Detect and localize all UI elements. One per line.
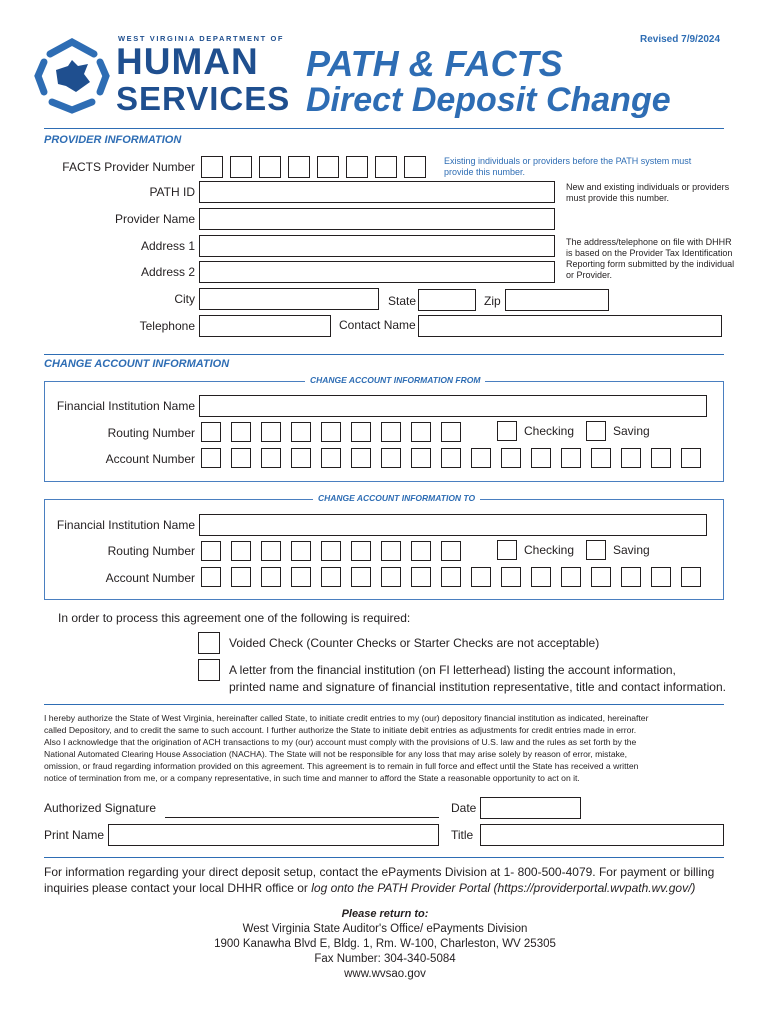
fi-letter-label-line1: A letter from the financial institution (on FI letterhead) listing the account information, xyxy=(229,663,676,677)
city-label: City xyxy=(174,292,195,306)
digit-box[interactable] xyxy=(259,156,281,178)
legal-line: omission, or fraud regarding information provided on this agreement. This agreement is to remain in full force and effect until the State has received a written xyxy=(44,761,639,771)
title-label: Title xyxy=(451,828,474,842)
divider xyxy=(44,857,724,858)
change-section-title: CHANGE ACCOUNT INFORMATION xyxy=(44,358,230,370)
account-label: Account Number xyxy=(105,571,195,585)
digit-box[interactable] xyxy=(231,541,251,561)
voided-check-checkbox[interactable] xyxy=(198,632,220,654)
address1-label: Address 1 xyxy=(140,239,195,253)
page-subtitle: Direct Deposit Change xyxy=(306,81,671,119)
logo-word-services: SERVICES xyxy=(116,80,291,117)
digit-box[interactable] xyxy=(591,448,611,468)
digit-box[interactable] xyxy=(291,422,311,442)
divider xyxy=(44,354,724,355)
digit-box[interactable] xyxy=(321,422,341,442)
address2-label: Address 2 xyxy=(140,265,195,279)
authorized-signature-label: Authorized Signature xyxy=(44,801,157,815)
address2-field[interactable] xyxy=(199,261,555,283)
digit-box[interactable] xyxy=(441,541,461,561)
portal-link[interactable]: log onto the PATH Provider Portal (https://providerportal.wvpath.wv.gov/) xyxy=(311,881,696,895)
digit-box[interactable] xyxy=(651,448,671,468)
legal-line: notice of termination from me, or a company representative, in such time and manner to afford the State a reasonable opportunity to act on it. xyxy=(44,773,580,783)
from-checking-checkbox[interactable] xyxy=(497,421,517,441)
divider xyxy=(44,704,724,705)
date-label: Date xyxy=(451,801,477,815)
divider xyxy=(44,128,724,129)
to-fi-name-field[interactable] xyxy=(199,514,707,536)
digit-box[interactable] xyxy=(231,567,251,587)
change-from-title: CHANGE ACCOUNT INFORMATION FROM xyxy=(305,375,485,385)
contact-info-line1: For information regarding your direct deposit setup, contact the ePayments Division at 1- 800-500-4079. For payment or billing xyxy=(44,865,715,879)
fi-name-label: Financial Institution Name xyxy=(56,518,195,532)
digit-box[interactable] xyxy=(351,541,371,561)
checking-label: Checking xyxy=(524,543,575,557)
signature-line[interactable] xyxy=(165,817,439,818)
digit-box[interactable] xyxy=(681,567,701,587)
digit-box[interactable] xyxy=(441,422,461,442)
digit-box[interactable] xyxy=(201,541,221,561)
digit-box[interactable] xyxy=(621,567,641,587)
digit-box[interactable] xyxy=(404,156,426,178)
city-field[interactable] xyxy=(199,288,379,310)
digit-box[interactable] xyxy=(681,448,701,468)
account-label: Account Number xyxy=(105,452,195,466)
return-address xyxy=(0,922,770,982)
digit-box[interactable] xyxy=(291,541,311,561)
to-checking-checkbox[interactable] xyxy=(497,540,517,560)
digit-box[interactable] xyxy=(381,541,401,561)
digit-box[interactable] xyxy=(291,448,311,468)
digit-box[interactable] xyxy=(201,422,221,442)
routing-label: Routing Number xyxy=(107,426,195,440)
return-office: West Virginia State Auditor's Office/ ePayments Division xyxy=(242,923,528,935)
facts-note: Existing individuals or providers before the PATH system must provide this number. xyxy=(444,156,692,177)
path-id-label: PATH ID xyxy=(149,185,195,199)
digit-box[interactable] xyxy=(351,422,371,442)
routing-label: Routing Number xyxy=(107,544,195,558)
fi-name-label: Financial Institution Name xyxy=(56,399,195,413)
return-website[interactable]: www.wvsao.gov xyxy=(344,968,426,980)
digit-box[interactable] xyxy=(321,448,341,468)
digit-box[interactable] xyxy=(321,567,341,587)
digit-box[interactable] xyxy=(351,448,371,468)
date-field[interactable] xyxy=(480,797,581,819)
checking-label: Checking xyxy=(524,424,575,438)
path-id-field[interactable] xyxy=(199,181,555,203)
logo-emblem-icon xyxy=(32,36,114,116)
digit-box[interactable] xyxy=(621,448,641,468)
address-note: The address/telephone on file with DHHR is based on the Provider Tax Identification Reporting form submitted by the individual or Provider. xyxy=(566,237,735,280)
digit-box[interactable] xyxy=(471,567,491,587)
digit-box[interactable] xyxy=(561,448,581,468)
telephone-label: Telephone xyxy=(139,319,195,333)
digit-box[interactable] xyxy=(201,448,221,468)
digit-box[interactable] xyxy=(501,567,521,587)
provider-name-label: Provider Name xyxy=(114,212,195,226)
digit-box[interactable] xyxy=(441,448,461,468)
revised-date: Revised 7/9/2024 xyxy=(640,34,721,45)
digit-box[interactable] xyxy=(231,448,251,468)
return-street: 1900 Kanawha Blvd E, Bldg. 1, Rm. W-100, Charleston, WV 25305 xyxy=(214,938,556,950)
print-name-label: Print Name xyxy=(44,828,105,842)
digit-box[interactable] xyxy=(411,541,431,561)
digit-box[interactable] xyxy=(230,156,252,178)
authorization-text xyxy=(44,712,734,784)
title-field[interactable] xyxy=(480,824,724,846)
legal-line: National Automated Clearing House Association (NACHA). The State will not be responsible for any loss that may arise solely by reason of error, mistake, xyxy=(44,749,628,759)
digit-box[interactable] xyxy=(381,422,401,442)
to-saving-checkbox[interactable] xyxy=(586,540,606,560)
contact-name-field[interactable] xyxy=(418,315,722,337)
zip-label: Zip xyxy=(484,294,501,308)
digit-box[interactable] xyxy=(561,567,581,587)
voided-check-label: Voided Check (Counter Checks or Starter Checks are not acceptable) xyxy=(229,636,600,650)
telephone-field[interactable] xyxy=(199,315,331,337)
digit-box[interactable] xyxy=(471,448,491,468)
digit-box[interactable] xyxy=(261,448,281,468)
contact-info-line2 xyxy=(44,881,744,895)
legal-line: Also I acknowledge that the origination of ACH transactions to my (our) account must comply with the provisions of U.S. law and the rules as set forth by the xyxy=(44,737,637,747)
saving-label: Saving xyxy=(613,424,650,438)
digit-box[interactable] xyxy=(381,567,401,587)
fi-letter-checkbox[interactable] xyxy=(198,659,220,681)
logo-word-human: HUMAN xyxy=(116,41,259,82)
digit-box[interactable] xyxy=(231,422,251,442)
digit-box[interactable] xyxy=(531,448,551,468)
digit-box[interactable] xyxy=(321,541,341,561)
change-to-title: CHANGE ACCOUNT INFORMATION TO xyxy=(313,493,480,503)
digit-box[interactable] xyxy=(317,156,339,178)
digit-box[interactable] xyxy=(411,448,431,468)
digit-box[interactable] xyxy=(411,567,431,587)
digit-box[interactable] xyxy=(201,567,221,587)
from-saving-checkbox[interactable] xyxy=(586,421,606,441)
contact-name-label: Contact Name xyxy=(339,318,416,332)
path-id-note: New and existing individuals or providers must provide this number. xyxy=(566,182,730,203)
facts-label: FACTS Provider Number xyxy=(62,160,195,174)
digit-box[interactable] xyxy=(291,567,311,587)
digit-box[interactable] xyxy=(591,567,611,587)
state-field[interactable] xyxy=(418,289,476,311)
digit-box[interactable] xyxy=(288,156,310,178)
digit-box[interactable] xyxy=(651,567,671,587)
digit-box[interactable] xyxy=(381,448,401,468)
legal-line: called Depository, and to credit the same to such account. I further authorize the State to initiate debit entries as adjustments for credit entries made in error. xyxy=(44,725,637,735)
address1-field[interactable] xyxy=(199,235,555,257)
agency-line: WEST VIRGINIA DEPARTMENT OF xyxy=(118,34,285,43)
contact-info-text: inquiries please contact your local DHHR office or xyxy=(44,881,312,895)
requirements-intro: In order to process this agreement one of the following is required: xyxy=(58,611,411,625)
digit-box[interactable] xyxy=(411,422,431,442)
saving-label: Saving xyxy=(613,543,650,557)
print-name-field[interactable] xyxy=(108,824,439,846)
digit-box[interactable] xyxy=(441,567,461,587)
page-title: PATH & FACTS xyxy=(306,43,563,84)
digit-box[interactable] xyxy=(261,422,281,442)
digit-box[interactable] xyxy=(501,448,521,468)
state-label: State xyxy=(388,294,417,308)
digit-box[interactable] xyxy=(201,156,223,178)
digit-box[interactable] xyxy=(261,567,281,587)
fi-letter-label-line2: printed name and signature of financial institution representative, title and contact information. xyxy=(229,680,726,694)
provider-section-title: PROVIDER INFORMATION xyxy=(44,134,182,146)
provider-name-field[interactable] xyxy=(199,208,555,230)
from-fi-name-field[interactable] xyxy=(199,395,707,417)
zip-field[interactable] xyxy=(505,289,609,311)
digit-box[interactable] xyxy=(375,156,397,178)
digit-box[interactable] xyxy=(531,567,551,587)
return-label: Please return to: xyxy=(341,908,429,920)
digit-box[interactable] xyxy=(346,156,368,178)
digit-box[interactable] xyxy=(351,567,371,587)
digit-box[interactable] xyxy=(261,541,281,561)
legal-line: I hereby authorize the State of West Virginia, hereinafter called State, to initiate credit entries to my (our) depository financial institution as indicated, hereinafter xyxy=(44,713,649,723)
return-fax: Fax Number: 304-340-5084 xyxy=(314,953,456,965)
